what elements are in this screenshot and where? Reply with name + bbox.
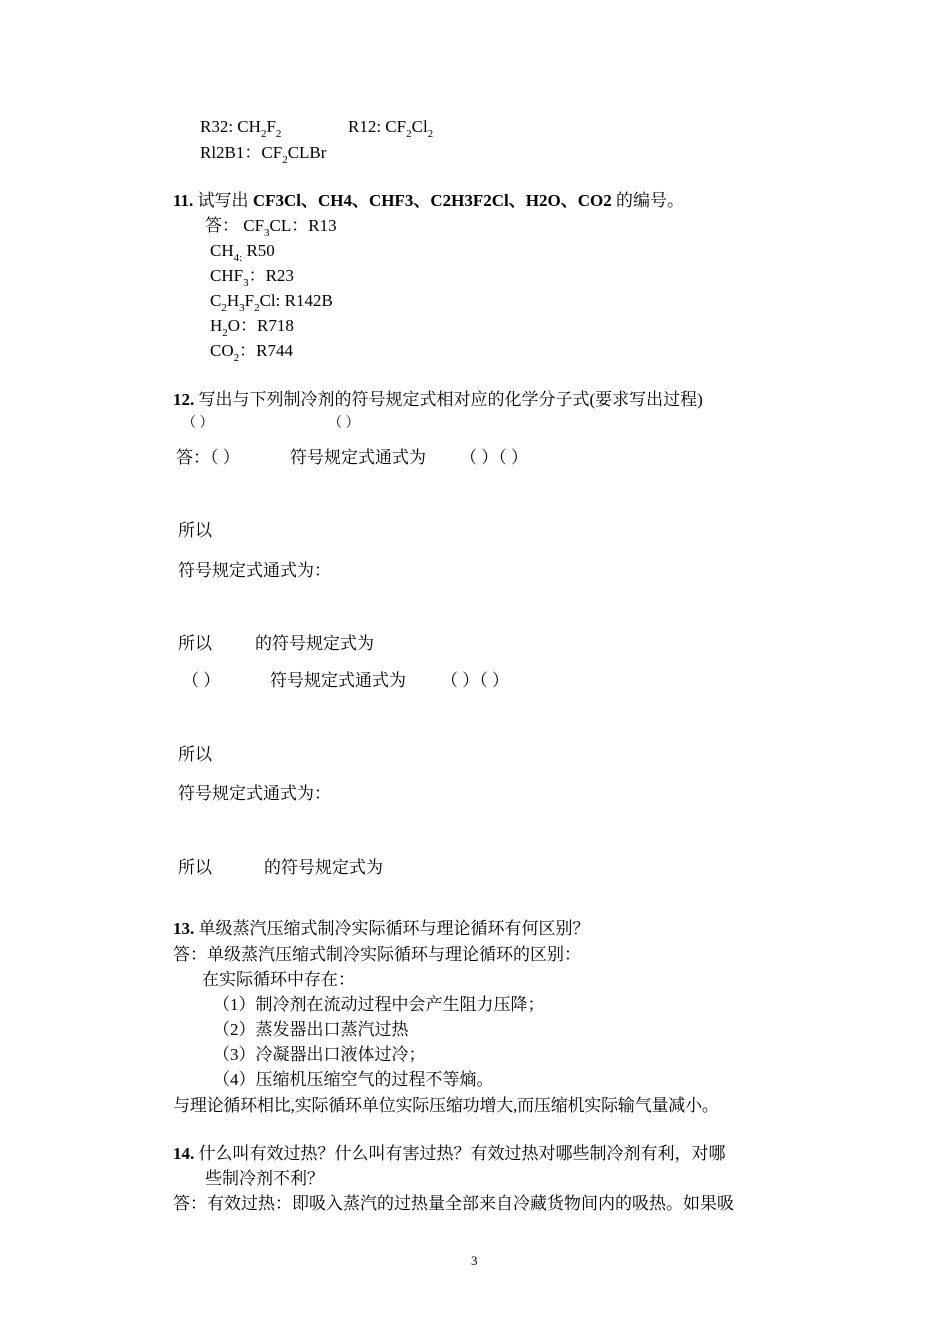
q12-paren-a: （ ） bbox=[182, 416, 214, 431]
q12-paren-b: （ ） bbox=[328, 416, 360, 431]
r12-formula: R12: $CF_2Cl_2$ bbox=[348, 117, 434, 140]
q14-question-line2: 些制冷剂不利？ bbox=[205, 1169, 324, 1188]
q12-therefore-2: 所以 bbox=[178, 745, 212, 764]
q14-answer-line1: 答：有效过热：即吸入蒸汽的过热量全部来自冷藏货物间内的吸热。如果吸 bbox=[173, 1194, 734, 1213]
q13-exists: 在实际循环中存在： bbox=[202, 970, 355, 989]
q11-answer-h2o: $H_2O$：R718 bbox=[210, 316, 294, 339]
q12-answer-label: 答：（ ） bbox=[176, 448, 240, 467]
q13-answer-intro: 答：单级蒸汽压缩式制冷实际循环与理论循环的区别： bbox=[173, 945, 581, 964]
r32-formula: R32: $CH_2F_2$ bbox=[200, 117, 282, 140]
q11-answer-chf3: $CHF_3$：R23 bbox=[210, 266, 294, 289]
q13-question: 13. 单级蒸汽压缩式制冷实际循环与理论循环有何区别？ bbox=[173, 919, 590, 938]
q13-item-2: （2）蒸发器出口蒸汽过热 bbox=[213, 1020, 409, 1039]
q13-conclusion: 与理论循环相比,实际循环单位实际压缩功增大,而压缩机实际输气量减小。 bbox=[173, 1096, 719, 1115]
q11-question: 11. 试写出 CF3Cl、CH4、CHF3、C2H3F2Cl、H2O、CO2 的编号。 bbox=[173, 191, 684, 210]
r12b1-formula: Rl2B1：$CF_2CLBr$ bbox=[200, 143, 327, 166]
q11-answer-co2: $CO_2$：R744 bbox=[210, 341, 293, 364]
q12-formula-general-1: 符号规定式通式为 bbox=[290, 448, 426, 467]
q11-answer-c2h3f2cl: $C_2H_3F_2Cl$: R142B bbox=[210, 291, 333, 314]
q13-item-4: （4）压缩机压缩空气的过程不等熵。 bbox=[213, 1070, 494, 1089]
q12-therefore-of-1: 所以 bbox=[178, 634, 212, 653]
q12-therefore-of-2: 所以 bbox=[178, 858, 212, 877]
q12-paren-pair-1: （ ）（ ） bbox=[460, 448, 528, 467]
q12-formula-general-2: 符号规定式通式为 bbox=[270, 671, 406, 690]
q12-therefore-1: 所以 bbox=[178, 521, 212, 540]
q11-answer-cf3cl: 答： $CF_3CL$：R13 bbox=[205, 216, 337, 239]
q14-question-line1: 14. 什么叫有效过热？什么叫有害过热？有效过热对哪些制冷剂有利，对哪 bbox=[173, 1144, 726, 1163]
q11-answer-ch4: $CH_{4:}$ R50 bbox=[210, 241, 275, 264]
q12-its-formula-2: 的符号规定式为 bbox=[264, 858, 383, 877]
q12-paren-c: （ ） bbox=[182, 671, 221, 690]
q12-formula-general-colon-2: 符号规定式通式为： bbox=[178, 784, 331, 803]
q12-question: 12. 写出与下列制冷剂的符号规定式相对应的化学分子式(要求写出过程) bbox=[173, 390, 703, 409]
q12-formula-general-colon-1: 符号规定式通式为： bbox=[178, 561, 331, 580]
q13-item-3: （3）冷凝器出口液体过冷； bbox=[213, 1045, 426, 1064]
q12-its-formula-1: 的符号规定式为 bbox=[255, 634, 374, 653]
page-number: 3 bbox=[471, 1253, 478, 1268]
q12-paren-pair-2: （ ）（ ） bbox=[441, 671, 509, 690]
q13-item-1: （1）制冷剂在流动过程中会产生阻力压降； bbox=[213, 995, 545, 1014]
